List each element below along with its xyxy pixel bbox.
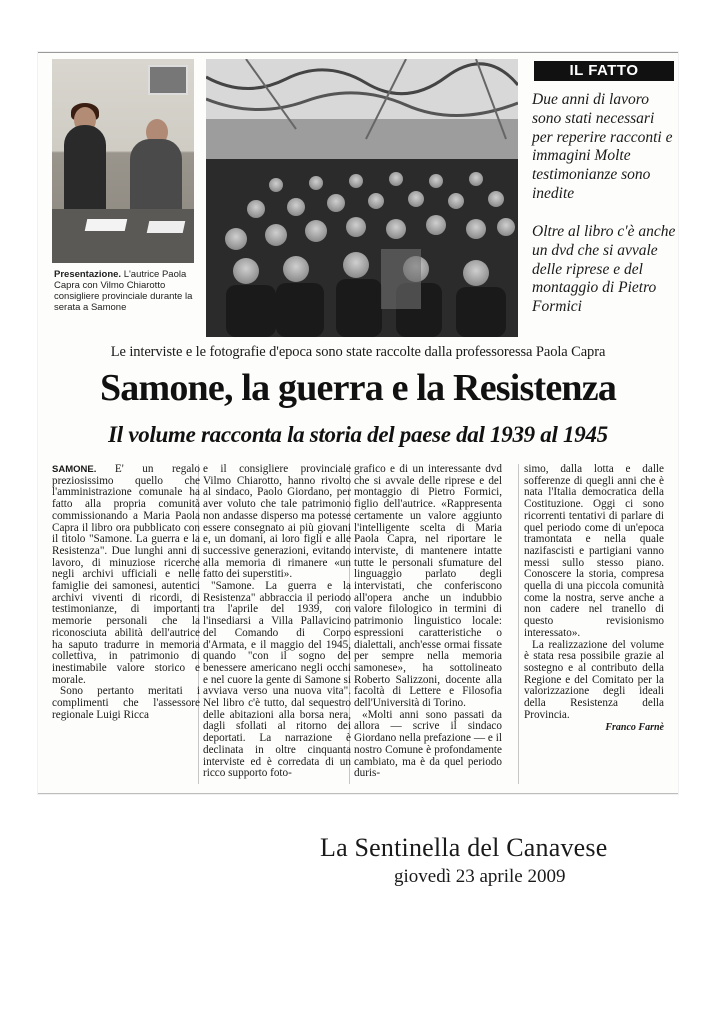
article-paragraph: e il consigliere provinciale Vilmo Chiarotto, hanno rivolto al sindaco, Paolo Giordano, per aver voluto che tale patrimonio non andasse disperso ma potesse essere consegnato ai più giovani e, un domani, ai loro figli e alle successive generazioni, evitando alla memoria di rimanere «un fatto dei superstiti».	[203, 464, 351, 581]
newspaper-name: La Sentinella del Canavese	[320, 833, 608, 862]
caption-lead: Presentazione.	[54, 269, 122, 280]
dateline: SAMONE.	[52, 464, 97, 475]
article-column-3	[354, 464, 502, 784]
newspaper-clipping	[38, 52, 678, 794]
paragraph-text: E' un regalo preziosissimo quello che l'amministrazione comunale ha fatto alla propria comunità commissionando a Maria Paola Capra il libro ora pubblicato con il titolo "Samone. La guerra e la Resistenza". Due lunghi anni di lavoro, di minuziose ricerche negli archivi ufficiali e nelle famiglie dei samonesi, autentici archivi viventi di ricordi, di testimonianze, di importanti memorie personali che la riconosciuta abilità dell'autrice ha saputo tradurre in memoria collettiva, in patrimonio di inestimabile valore storico e morale.	[52, 464, 200, 686]
article-paragraph: «Molti anni sono passati da allora — scrive il sindaco Giordano nella prefazione — e il nostro Comune è profondamente cambiato, ma è da quel periodo duris-	[354, 708, 502, 780]
column-rule	[518, 464, 519, 784]
photo-caption	[54, 269, 200, 313]
il-fatto-paragraph-2: Oltre al libro c'è anche un dvd che si avvale delle riprese e del montaggio di Pietro Formici	[532, 223, 676, 316]
article-subheadline: Il volume racconta la storia del paese dal 1939 al 1945	[108, 422, 608, 447]
article-paragraph: La realizzazione del volume è stata resa possibile grazie al sostegno e al contributo della Regione e del Comitato per la valorizzazione degli ideali della Resistenza della Provincia.	[524, 638, 664, 721]
il-fatto-paragraph-1: Due anni di lavoro sono stati necessari per reperire racconti e immagini Molte testimonianze sono inedite	[532, 91, 673, 202]
caption-text: L'autrice Paola Capra con Vilmo Chiarotto consigliere provinciale durante la serata a Samone	[54, 269, 193, 313]
article-headline: Samone, la guerra e la Resistenza	[99, 367, 617, 409]
article-column-2	[203, 464, 351, 784]
article-column-4	[524, 464, 664, 784]
article-paragraph: "Samone. La guerra e la Resistenza" abbraccia il periodo tra l'aprile del 1939, con l'insediarsi a Villa Pallavicino del Comando di Corpo d'Armata, e il maggio del 1945, quando "con il sogno del benessere americano negli occhi e nel cuore la gente di Samone si avviava verso una nuova vita". Nel libro c'è tutto, dal sequestro delle abitazioni alla borsa nera, dagli sfollati al ritorno dei deportati. La narrazione è declinata in oltre cinquanta interviste ed è corredata di un ricco supporto foto-	[203, 580, 351, 780]
publication-date: giovedì 23 aprile 2009	[394, 866, 566, 887]
byline: Franco Farnè	[605, 722, 664, 734]
il-fatto-label: IL FATTO	[534, 61, 674, 81]
presentation-photo	[52, 59, 194, 263]
article-kicker: Le interviste e le fotografie d'epoca sono state raccolte dalla professoressa Paola Capra	[110, 344, 606, 360]
article-paragraph: Sono pertanto meritati i complimenti che l'assessore regionale Luigi Ricca	[52, 685, 200, 721]
audience-photo	[206, 59, 518, 337]
article-column-1	[52, 464, 200, 784]
article-paragraph	[52, 464, 200, 686]
article-paragraph: grafico e di un interessante dvd che si avvale delle riprese e del montaggio di Pietro Formici, figlio dell'autrice. «Rappresenta certamente un valore aggiunto l'intelligente scelta di Maria Paola Capra, nel riportare le interviste, di mantenere intatte tutte le personali sfumature del linguaggio parlato degli intervistati, che conferiscono all'opera anche un indubbio valore filologico in termini di patrimonio linguistico locale: espressioni caratteristiche o dialettali, anch'esse ormai fissate per sempre nella memoria samonese», ha sottolineato Roberto Salizzoni, docente alla facoltà di Lettere e Filosofia dell'Università di Torino.	[354, 464, 502, 710]
article-paragraph: simo, dalla lotta e dalle sofferenze di quegli anni che è nata l'Italia democratica della Costituzione. Oggi ci sono ricorrenti tentativi di parlare di quel periodo come di un'epoca tramontata e nella quale nazifascisti e partigiani vanno messi sullo stesso piano. Conoscere la storia, compresa quella di una piccola comunità come la nostra, serve anche a non cadere nel tranello di questo revisionismo interessato».	[524, 464, 664, 639]
